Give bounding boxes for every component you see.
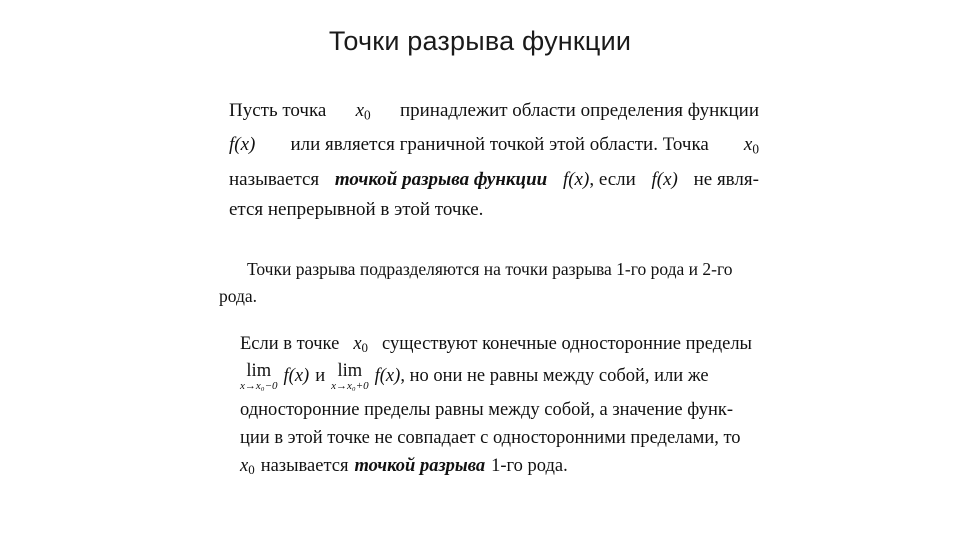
right-limit: lim x→x₀+0 (331, 361, 369, 393)
left-limit: lim x→x₀−0 (240, 361, 278, 393)
fx-symbol: f(x) (229, 134, 256, 156)
first-kind-line-4: ции в этой точке не совпадает с односторонними пределами, то (240, 428, 741, 449)
x0-symbol: $x_0$ (240, 456, 255, 478)
first-kind-line-3: односторонние пределы равны между собой, а значение функ- (240, 400, 734, 421)
term-first-kind: точкой разрыва (354, 456, 486, 477)
limits-line: lim x→x₀−0 f(x) и lim x→x₀+0 f(x) , но они не равны между собой, или же (240, 361, 709, 393)
first-kind-line-5: $x_0$ называется точкой разрыва 1-го рода. (240, 452, 752, 484)
x0-symbol: $x_0$ (353, 334, 368, 356)
slide-title: Точки разрыва функции (328, 26, 632, 56)
definition-line-1: Пусть точка $x_0$ принадлежит области определения функции (229, 96, 759, 130)
term-discontinuity-point: точкой разрыва функции (334, 168, 548, 190)
definition-line-2: f(x) или является граничной точкой этой области. Точка $x_0$ (229, 130, 759, 164)
definition-line-3: называется точкой разрыва функции f(x), если f(x) не явля- (229, 165, 759, 195)
classification-paragraph (219, 256, 754, 310)
classification-line-2: рода. (219, 286, 258, 306)
first-kind-line-1: Если в точке $x_0$ существуют конечные односторонние пределы (240, 330, 752, 362)
x0-symbol: $x_0$ (355, 100, 371, 123)
definition-paragraph (229, 96, 759, 225)
x0-symbol: $x_0$ (743, 134, 759, 157)
classification-line-1: Точки разрыва подразделяются на точки разрыва 1-го рода и 2-го (247, 259, 733, 279)
first-kind-paragraph (240, 330, 752, 484)
definition-line-4: ется непрерывной в этой точке. (229, 198, 484, 220)
